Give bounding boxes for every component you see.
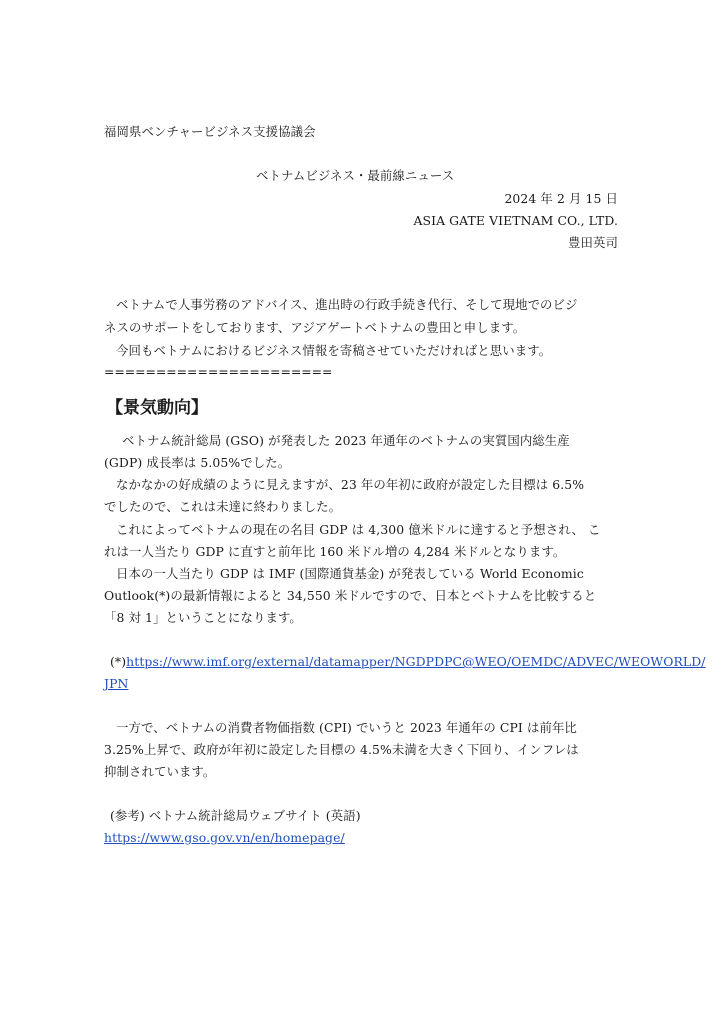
intro-line-2: ネスのサポートをしております、アジアゲートベトナムの豊田と申します。: [104, 320, 526, 335]
author-name: 豊田英司: [568, 235, 618, 250]
paragraph-2-line-1: なかなかの好成績のように見えますが、23 年の年初に政府が設定した目標は 6.5%: [116, 477, 585, 492]
paragraph-4-line-2: Outlook(*)の最新情報によると 34,550 米ドルですので、日本とベトナムを比較すると: [104, 588, 597, 603]
footnote-line-1: [110, 654, 706, 670]
paragraph-1-line-2: (GDP) 成長率は 5.05%でした。: [104, 455, 291, 470]
intro-line-1: ベトナムで人事労務のアドバイス、進出時の行政手続き代行、そして現地でのビジ: [116, 297, 578, 312]
reference-link-line: [104, 830, 345, 846]
company-name: ASIA GATE VIETNAM CO., LTD.: [413, 213, 618, 228]
paragraph-3-line-2: れは一人当たり GDP に直すと前年比 160 米ドル増の 4,284 米ドルとなります。: [104, 544, 566, 559]
imf-datamapper-link[interactable]: https://www.imf.org/external/datamapper/NGDPDPC@WEO/OEMDC/ADVEC/WEOWORLD/: [126, 654, 706, 669]
paragraph-5-line-2: 3.25%上昇で、政府が年初に設定した目標の 4.5%未満を大きく下回り、インフレは: [104, 742, 579, 757]
paragraph-5-line-3: 抑制されています。: [104, 764, 216, 779]
newsletter-title: ベトナムビジネス・最前線ニュース: [256, 168, 455, 183]
reference-label: (参考) ベトナム統計総局ウェブサイト (英語): [110, 808, 361, 823]
paragraph-4-line-1: 日本の一人当たり GDP は IMF (国際通貨基金) が発表している World Economic: [116, 566, 584, 581]
paragraph-4-line-3: 「8 対 1」ということになります。: [104, 610, 302, 625]
organization-name: 福岡県ベンチャービジネス支援協議会: [104, 124, 316, 139]
paragraph-5-line-1: 一方で、ベトナムの消費者物価指数 (CPI) でいうと 2023 年通年の CPI は前年比: [116, 720, 577, 735]
date-line: 2024 年 2 月 15 日: [504, 191, 618, 206]
gso-homepage-link[interactable]: https://www.gso.gov.vn/en/homepage/: [104, 830, 345, 845]
footnote-marker: (*): [110, 654, 127, 669]
intro-line-3: 今回もベトナムにおけるビジネス情報を寄稿させていただければと思います。: [116, 343, 552, 358]
paragraph-1-line-1: ベトナム統計総局 (GSO) が発表した 2023 年通年のベトナムの実質国内総生産: [122, 433, 570, 448]
paragraph-2-line-2: でしたので、これは未達に終わりました。: [104, 499, 342, 514]
imf-datamapper-link-continuation[interactable]: JPN: [104, 676, 129, 691]
paragraph-3-line-1: これによってベトナムの現在の名目 GDP は 4,300 億米ドルに達すると予想され、 こ: [116, 522, 601, 537]
footnote-line-2: [104, 676, 128, 692]
section-heading: 【景気動向】: [106, 398, 208, 418]
separator-line: ======================: [104, 364, 333, 379]
